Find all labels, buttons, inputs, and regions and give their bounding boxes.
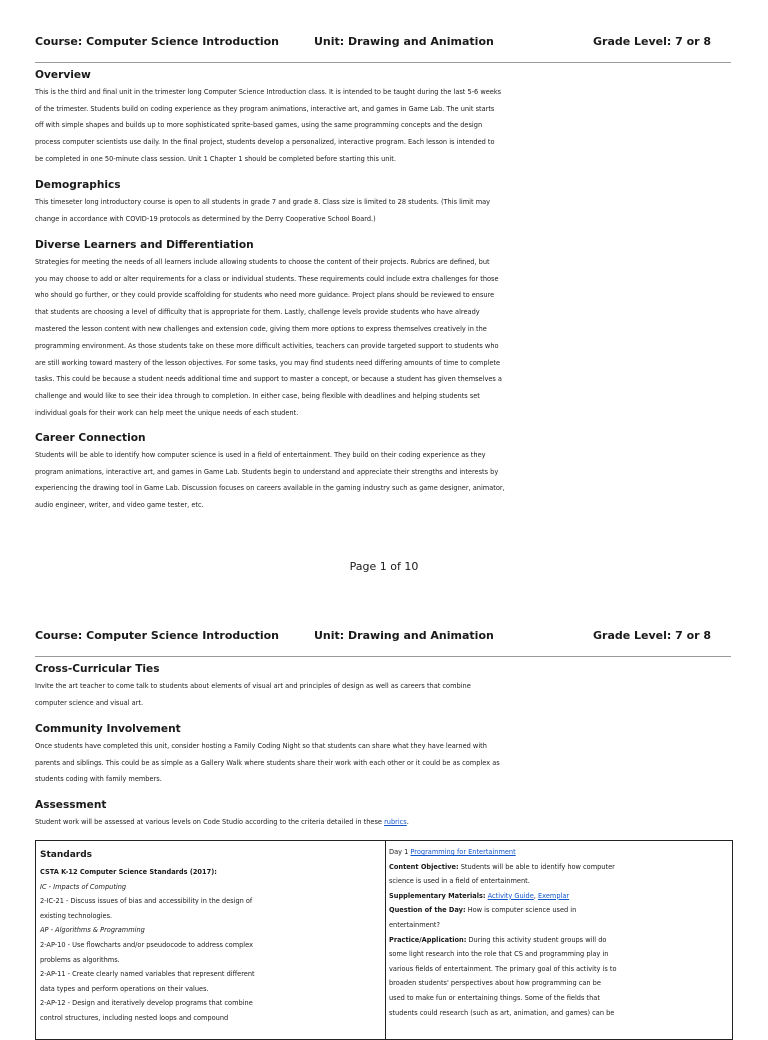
standard-line: 2-AP-10 - Use flowcharts and/or pseudocode to address complex bbox=[40, 940, 253, 949]
practice-row bbox=[389, 933, 729, 948]
text-line: computer science and visual art. bbox=[35, 698, 144, 707]
section-body bbox=[35, 814, 735, 831]
text-line: programming environment. As those students take on these more difficult activities, teachers can provide targeted support to students who bbox=[35, 341, 499, 350]
page-number: Page 1 of 10 bbox=[349, 560, 419, 573]
text-line: you may choose to add or alter requirements for a class or individual students. These requirements could include extra challenges for those bbox=[35, 274, 499, 283]
text-line: tasks. This could be because a student needs additional time and support to master a concept, or because a student has given themselves a bbox=[35, 375, 502, 384]
section-body bbox=[35, 254, 735, 422]
objective-text: Students will be able to identify how computer bbox=[458, 862, 615, 871]
practice-text: various fields of entertainment. The primary goal of this activity is to bbox=[389, 964, 617, 973]
grade-label: Grade Level: 7 or 8 bbox=[593, 35, 712, 48]
practice-text: some light research into the role that CS and programming play in bbox=[389, 950, 609, 959]
materials-row bbox=[389, 889, 729, 904]
assessment-section bbox=[35, 797, 735, 831]
text-line: parents and siblings. This could be as simple as a Gallery Walk where students share their work with each other or it could be as complex as bbox=[35, 758, 500, 767]
section-body bbox=[35, 194, 735, 228]
rubrics-link[interactable]: rubrics bbox=[384, 817, 407, 826]
text-line: change in accordance with COVID-19 protocols as determined by the Derry Cooperative School Board.) bbox=[35, 214, 376, 223]
cross-curricular-section bbox=[35, 661, 735, 711]
text-line: that students are choosing a level of difficulty that is appropriate for them. Lastly, challenge levels provide students who have already bbox=[35, 308, 480, 317]
standards-subheading: CSTA K-12 Computer Science Standards (2017): bbox=[40, 868, 217, 876]
community-involvement-section bbox=[35, 721, 735, 788]
text-line: challenge and would like to see their idea through to completion. In either case, being flexible with deadlines and helping students set bbox=[35, 392, 480, 401]
section-title: Assessment bbox=[35, 799, 107, 811]
text-line: Once students have completed this unit, consider hosting a Family Coding Night so that students can share what they have learned with bbox=[35, 741, 487, 750]
practice-text: students could research (such as art, animation, and games) can be bbox=[389, 1008, 615, 1017]
question-row bbox=[389, 903, 729, 918]
course-label: Course: Computer Science Introduction bbox=[35, 629, 280, 642]
question-text: How is computer science used in bbox=[465, 906, 577, 915]
section-body bbox=[35, 447, 735, 514]
text-line: individual goals for their work can help meet the unique needs of each student. bbox=[35, 408, 299, 417]
practice-text: During this activity student groups will do bbox=[466, 935, 607, 944]
day-label: Day 1 bbox=[389, 848, 411, 856]
assessment-text-end: . bbox=[406, 817, 409, 826]
practice-label: Practice/Application: bbox=[389, 935, 467, 944]
lesson-link[interactable]: Programming for Entertainment bbox=[410, 848, 516, 856]
materials-separator: , bbox=[533, 891, 538, 900]
diverse-learners-section bbox=[35, 237, 735, 422]
section-title: Career Connection bbox=[35, 432, 146, 444]
standard-line: data types and perform operations on their values. bbox=[40, 984, 209, 993]
header-divider bbox=[35, 62, 731, 63]
text-line: of the trimester. Students build on coding experience as they program animations, interactive art, and games in Game Lab. The unit starts bbox=[35, 104, 495, 113]
standards-heading: Standards bbox=[40, 850, 93, 860]
standard-line: 2-AP-12 - Design and iteratively develop programs that combine bbox=[40, 999, 253, 1008]
section-title: Diverse Learners and Differentiation bbox=[35, 239, 254, 251]
unit-label: Unit: Drawing and Animation bbox=[314, 629, 494, 642]
unit-label: Unit: Drawing and Animation bbox=[314, 35, 494, 48]
text-line: This is the third and final unit in the trimester long Computer Science Introduction class. It is intended to be taught during the last 5-6 weeks bbox=[35, 87, 502, 96]
day-row bbox=[389, 845, 729, 860]
standard-category: AP - Algorithms & Programming bbox=[40, 926, 145, 935]
standard-category: IC - Impacts of Computing bbox=[40, 882, 127, 891]
column-divider bbox=[385, 841, 386, 1039]
practice-text: used to make fun or entertaining things. Some of the fields that bbox=[389, 993, 600, 1002]
text-line: be completed in one 50-minute class session. Unit 1 Chapter 1 should be completed before starting this unit. bbox=[35, 154, 396, 163]
text-line: off with simple shapes and builds up to more sophisticated sprite-based games, using the same programming concepts and the design bbox=[35, 121, 483, 130]
grade-label: Grade Level: 7 or 8 bbox=[593, 629, 712, 642]
activity-guide-link[interactable]: Activity Guide bbox=[487, 891, 534, 900]
standards-cell bbox=[40, 845, 380, 1026]
section-body bbox=[35, 738, 735, 788]
section-title: Overview bbox=[35, 69, 91, 81]
section-title: Demographics bbox=[35, 179, 121, 191]
practice-text: broaden students' perspectives about how programming can be bbox=[389, 979, 601, 988]
course-label: Course: Computer Science Introduction bbox=[35, 35, 280, 48]
objective-text: science is used in a field of entertainment. bbox=[389, 877, 530, 886]
question-label: Question of the Day: bbox=[389, 906, 466, 915]
standard-line: control structures, including nested loops and compound bbox=[40, 1013, 229, 1022]
materials-label: Supplementary Materials: bbox=[389, 891, 486, 900]
text-line: This timeseter long introductory course is open to all students in grade 7 and grade 8. Class size is limited to 28 students. (This limit may bbox=[35, 197, 491, 206]
section-title: Cross-Curricular Ties bbox=[35, 663, 160, 675]
text-line: are still working toward mastery of the lesson objectives. For some tasks, you may find students need differing amounts of time to complete bbox=[35, 358, 501, 367]
text-line: Students will be able to identify how computer science is used in a field of entertainment. They build on their coding experience as they bbox=[35, 450, 486, 459]
text-line: audio engineer, writer, and video game tester, etc. bbox=[35, 501, 204, 510]
text-line: mastered the lesson content with new challenges and extension code, giving them more options to express themselves creatively in the bbox=[35, 324, 487, 333]
standard-line: 2-IC-21 - Discuss issues of bias and accessibility in the design of bbox=[40, 897, 253, 906]
question-text: entertainment? bbox=[389, 920, 440, 929]
text-line: program animations, interactive art, and games in Game Lab. Students begin to understand and appreciate their strengths and interests by bbox=[35, 467, 499, 476]
assessment-text: Student work will be assessed at various levels on Code Studio according to the criteria detailed in these bbox=[35, 817, 385, 826]
section-title: Community Involvement bbox=[35, 723, 181, 735]
text-line: who should go further, or they could provide scaffolding for students who need more guidance. Project plans should be reviewed to ensure bbox=[35, 291, 495, 300]
text-line: students coding with family members. bbox=[35, 775, 162, 784]
objective-label: Content Objective: bbox=[389, 862, 459, 871]
lesson-cell bbox=[389, 845, 729, 1020]
overview-section bbox=[35, 67, 735, 168]
section-body bbox=[35, 678, 735, 712]
text-line: Invite the art teacher to come talk to students about elements of visual art and principles of design as well as careers that combine bbox=[35, 681, 471, 690]
text-line: Strategies for meeting the needs of all learners include allowing students to choose the content of their projects. Rubrics are defined, but bbox=[35, 257, 490, 266]
header-divider bbox=[35, 656, 731, 657]
exemplar-link[interactable]: Exemplar bbox=[537, 891, 570, 900]
standard-line: problems as algorithms. bbox=[40, 955, 120, 964]
text-line: experiencing the drawing tool in Game Lab. Discussion focuses on careers available in the gaming industry such as game designer, animator, bbox=[35, 484, 505, 493]
standard-line: 2-AP-11 - Create clearly named variables that represent different bbox=[40, 970, 255, 979]
text-line bbox=[35, 814, 735, 831]
career-connection-section bbox=[35, 430, 735, 514]
text-line: process computer scientists use daily. In the final project, students develop a personalized, interactive program. Each lesson is intended to bbox=[35, 138, 495, 147]
section-body bbox=[35, 84, 735, 168]
demographics-section bbox=[35, 177, 735, 227]
objective-row bbox=[389, 860, 729, 875]
standards-lesson-table bbox=[35, 840, 733, 1040]
standard-line: existing technologies. bbox=[40, 911, 113, 920]
